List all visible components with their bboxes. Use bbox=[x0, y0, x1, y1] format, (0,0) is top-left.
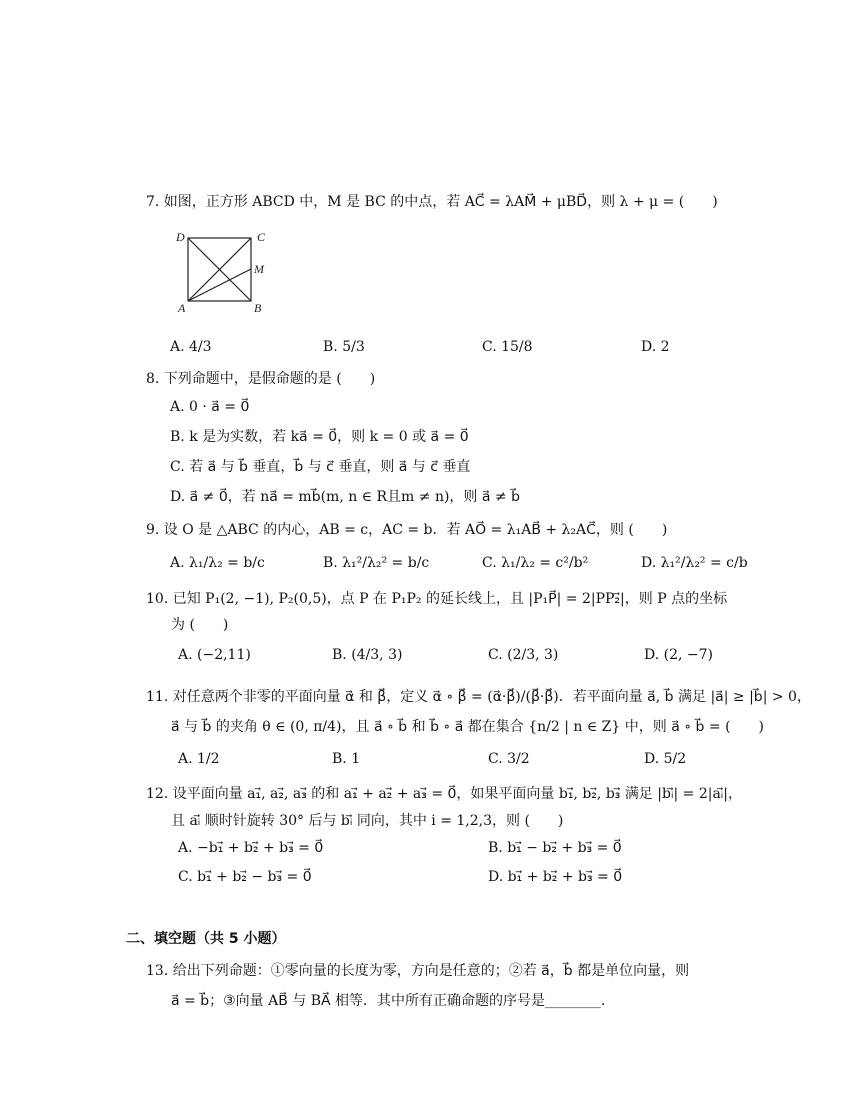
q9-option-a[interactable]: A. λ₁/λ₂ = b/c bbox=[170, 555, 265, 571]
q9-stem: 9. 设 O 是 △ABC 的内心，AB = c，AC = b．若 AO⃗ = λ₁AB⃗ + λ₂AC⃗，则 ( ) bbox=[146, 522, 668, 538]
q11-option-a[interactable]: A. 1/2 bbox=[178, 751, 220, 767]
q10-option-b[interactable]: B. (4/3, 3) bbox=[332, 647, 403, 663]
q11-stem-line2: a⃗ 与 b⃗ 的夹角 θ ∈ (0, π/4)，且 a⃗ ∘ b⃗ 和 b⃗ ∘ a⃗ 都在集合 {n/2 | n ∈ Z} 中，则 a⃗ ∘ b⃗ = ( ) bbox=[171, 719, 764, 735]
q12-option-d[interactable]: D. b₁⃗ + b₂⃗ + b₃⃗ = 0⃗ bbox=[488, 869, 623, 885]
q7-stem: 7. 如图，正方形 ABCD 中，M 是 BC 的中点，若 AC⃗ = λAM⃗ + μBD⃗，则 λ + μ = ( ) bbox=[146, 194, 718, 210]
q7-option-d[interactable]: D. 2 bbox=[641, 339, 670, 355]
q7-option-a[interactable]: A. 4/3 bbox=[170, 339, 212, 355]
q13-stem-line2: a⃗ = b⃗；③向量 AB⃗ 与 BA⃗ 相等．其中所有正确命题的序号是________． bbox=[171, 993, 616, 1009]
q9-option-b[interactable]: B. λ₁²/λ₂² = b/c bbox=[323, 555, 430, 571]
q7-option-c[interactable]: C. 15/8 bbox=[482, 339, 533, 355]
q12-stem-line2: 且 aᵢ⃗ 顺时针旋转 30° 后与 bᵢ⃗ 同向，其中 i = 1,2,3，则 ( ) bbox=[171, 813, 564, 829]
section-heading: 二、填空题（共 5 小题） bbox=[126, 931, 286, 947]
label-m: M bbox=[254, 262, 264, 276]
q10-stem-line2: 为 ( ) bbox=[171, 617, 229, 633]
q11-option-b[interactable]: B. 1 bbox=[332, 751, 361, 767]
q10-option-c[interactable]: C. (2/3, 3) bbox=[488, 647, 559, 663]
label-c: C bbox=[257, 230, 266, 244]
q11-option-d[interactable]: D. 5/2 bbox=[644, 751, 687, 767]
q12-option-c[interactable]: C. b₁⃗ + b₂⃗ − b₃⃗ = 0⃗ bbox=[178, 869, 312, 885]
q12-option-b[interactable]: B. b₁⃗ − b₂⃗ + b₃⃗ = 0⃗ bbox=[488, 840, 622, 856]
q11-stem-line1: 11. 对任意两个非零的平面向量 α⃗ 和 β⃗，定义 α⃗ ∘ β⃗ = (α⃗·β⃗)/(β⃗·β⃗)．若平面向量 a⃗, b⃗ 满足 |a⃗| ≥ |b⃗| > 0， bbox=[146, 689, 811, 705]
q8-option-c[interactable]: C. 若 a⃗ 与 b⃗ 垂直，b⃗ 与 c⃗ 垂直，则 a⃗ 与 c⃗ 垂直 bbox=[170, 459, 471, 475]
q10-option-d[interactable]: D. (2, −7) bbox=[644, 647, 713, 663]
label-a: A bbox=[178, 301, 186, 314]
q11-option-c[interactable]: C. 3/2 bbox=[488, 751, 530, 767]
q8-option-a[interactable]: A. 0 · a⃗ = 0⃗ bbox=[170, 399, 250, 415]
q12-option-a[interactable]: A. −b₁⃗ + b₂⃗ + b₃⃗ = 0⃗ bbox=[178, 840, 324, 856]
q9-option-c[interactable]: C. λ₁/λ₂ = c²/b² bbox=[482, 555, 589, 571]
q8-stem: 8. 下列命题中，是假命题的是 ( ) bbox=[146, 371, 376, 387]
q7-square-figure bbox=[172, 228, 272, 314]
q13-stem-line1: 13. 给出下列命题：①零向量的长度为零，方向是任意的；②若 a⃗，b⃗ 都是单位向量，则 bbox=[146, 963, 690, 979]
q12-stem-line1: 12. 设平面向量 a₁⃗, a₂⃗, a₃⃗ 的和 a₁⃗ + a₂⃗ + a₃⃗ = 0⃗，如果平面向量 b₁⃗, b₂⃗, b₃⃗ 满足 |bᵢ⃗| = 2|aᵢ⃗|， bbox=[146, 786, 743, 802]
q9-option-d[interactable]: D. λ₁²/λ₂² = c/b bbox=[641, 555, 748, 571]
q10-stem-line1: 10. 已知 P₁(2, −1), P₂(0,5)，点 P 在 P₁P₂ 的延长线上，且 |P₁P⃗| = 2|PP₂⃗|，则 P 点的坐标 bbox=[146, 591, 728, 607]
label-d: D bbox=[176, 230, 185, 244]
q8-option-d[interactable]: D. a⃗ ≠ 0⃗，若 na⃗ = mb⃗(m, n ∈ R且m ≠ n)，则 a⃗ ≠ b⃗ bbox=[170, 489, 520, 505]
q7-option-b[interactable]: B. 5/3 bbox=[323, 339, 365, 355]
label-b: B bbox=[254, 301, 262, 314]
q10-option-a[interactable]: A. (−2,11) bbox=[178, 647, 251, 663]
q8-option-b[interactable]: B. k 是为实数，若 ka⃗ = 0⃗，则 k = 0 或 a⃗ = 0⃗ bbox=[170, 429, 469, 445]
